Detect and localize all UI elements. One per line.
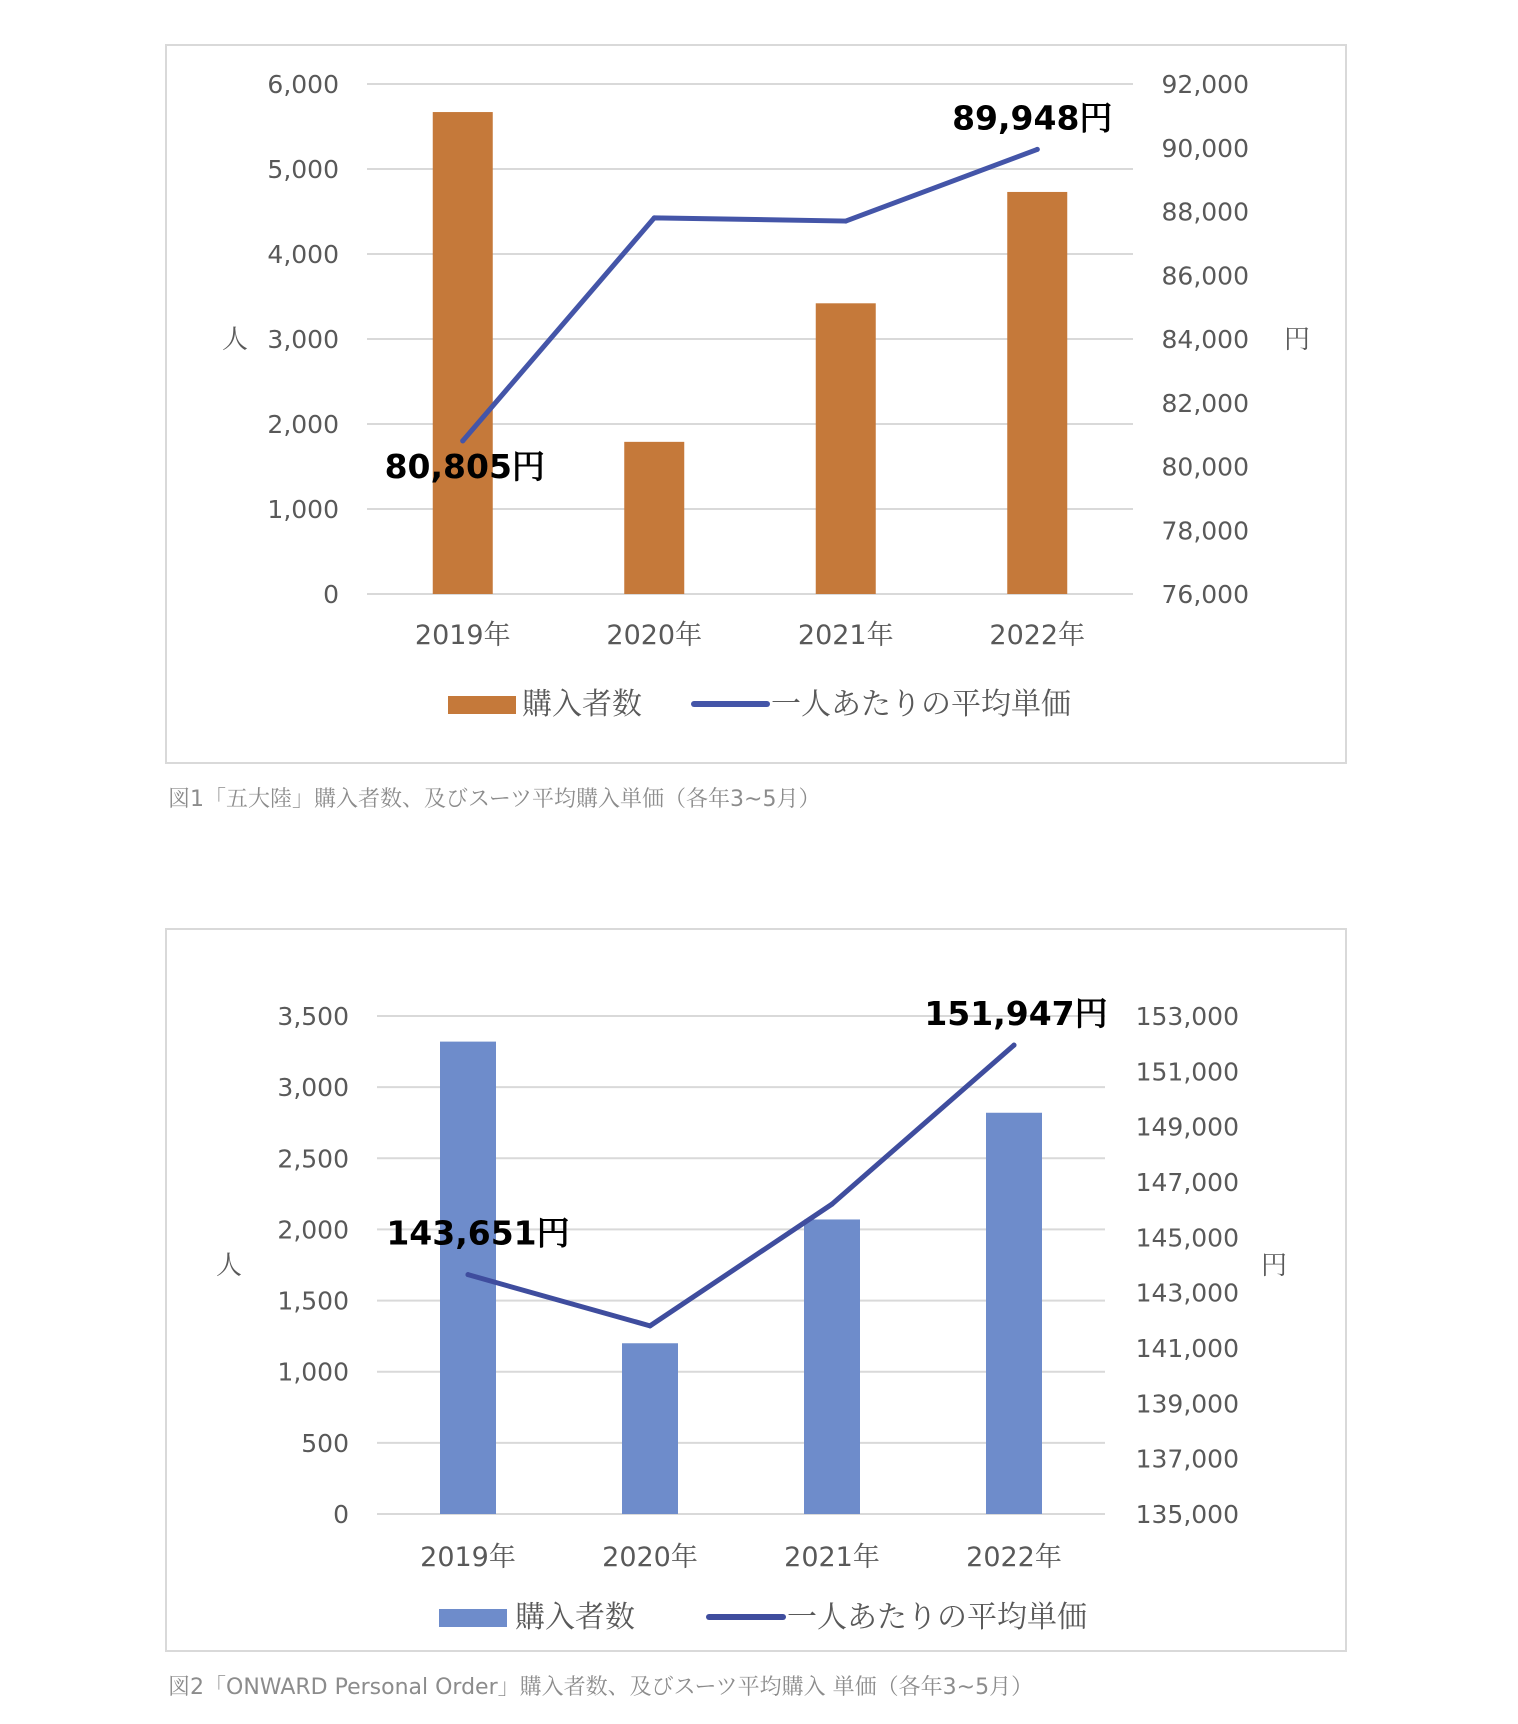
chart-2-bar [986,1113,1042,1514]
chart-2-legend-bar-label: 購入者数 [515,1600,635,1635]
chart-1-category-label: 2022年 [989,620,1086,651]
chart-1-left-axis-label: 人 [221,325,249,355]
chart-2-right-tick-label: 149,000 [1135,1112,1239,1142]
chart-2-line-point [648,1323,653,1328]
chart-2-right-tick-label: 147,000 [1135,1168,1239,1197]
chart-2-left-tick-label: 3,000 [277,1073,349,1103]
chart-1-left-tick-label: 4,000 [267,240,339,269]
chart-1-bar [816,303,876,594]
chart-2-left-tick-label: 500 [301,1428,349,1458]
chart-1-right-tick-label: 80,000 [1161,452,1249,482]
chart-2-category-label: 2022年 [966,1542,1062,1573]
chart-2-right-tick-label: 135,000 [1135,1500,1239,1529]
chart-1-bar [433,112,493,594]
chart-2-right-tick-label: 141,000 [1135,1334,1239,1363]
chart-1-bar [1007,192,1067,594]
chart-2-line-point [466,1272,471,1277]
chart-2-panel [165,928,1347,1652]
chart-1-left-tick-label: 0 [323,580,339,609]
chart-1-right-tick-label: 90,000 [1161,133,1249,163]
chart-2-left-tick-label: 3,500 [277,1002,349,1031]
chart-1-data-annotation: 80,805円 [384,446,545,486]
chart-1-left-tick-label: 6,000 [267,70,339,99]
chart-1-category-label: 2019年 [414,620,511,651]
chart-1-left-tick-label: 1,000 [267,495,339,524]
chart-1-panel [165,44,1347,764]
chart-2-svg [167,930,1349,1654]
chart-1-line-point [843,219,848,224]
chart-1-data-annotation: 89,948円 [952,98,1113,138]
chart-1-right-tick-label: 78,000 [1161,516,1249,546]
chart-2-left-tick-label: 2,000 [277,1215,349,1245]
chart-2-right-tick-label: 137,000 [1135,1444,1239,1474]
chart-1-right-tick-label: 86,000 [1161,261,1249,291]
chart-1-right-tick-label: 84,000 [1161,325,1249,354]
chart-2-line-point [1012,1043,1017,1048]
chart-2-right-axis-label: 円 [1260,1251,1288,1281]
chart-2-right-tick-label: 153,000 [1135,1002,1239,1031]
chart-2-right-tick-label: 151,000 [1135,1057,1239,1087]
chart-1-right-axis-label: 円 [1283,325,1311,355]
chart-1-svg [167,46,1349,766]
chart-1-caption: 図1「五大陸」購入者数、及びスーツ平均購入単価（各年3~5月） [168,787,821,812]
chart-1-category-label: 2020年 [606,620,703,651]
chart-1-legend-line-label: 一人あたりの平均単価 [771,687,1071,722]
chart-1-bar [624,442,684,594]
chart-2-line-point [830,1202,835,1207]
chart-1-right-tick-label: 88,000 [1161,197,1249,227]
chart-1-right-tick-label: 76,000 [1161,580,1249,609]
chart-2-left-tick-label: 1,000 [277,1357,349,1387]
chart-1-left-tick-label: 2,000 [267,410,339,439]
chart-2-right-tick-label: 143,000 [1135,1278,1239,1308]
chart-1-left-tick-label: 3,000 [267,325,339,354]
chart-2-bar [804,1219,860,1514]
chart-1-legend-bar-label: 購入者数 [522,687,642,722]
chart-1-category-label: 2021年 [797,620,894,651]
chart-2-left-tick-label: 0 [333,1500,349,1529]
chart-2-category-label: 2021年 [784,1542,880,1573]
chart-1-line-point [652,215,657,220]
chart-1-left-tick-label: 5,000 [267,155,339,184]
chart-2-left-tick-label: 1,500 [277,1286,349,1316]
chart-2-data-annotation: 143,651円 [386,1213,570,1253]
chart-2-category-label: 2019年 [420,1542,516,1573]
chart-2-data-annotation: 151,947円 [924,994,1108,1034]
chart-2-right-tick-label: 145,000 [1135,1223,1239,1253]
chart-1-line-point [460,438,465,443]
chart-2-legend-line-label: 一人あたりの平均単価 [787,1600,1087,1635]
chart-1-right-tick-label: 92,000 [1161,70,1249,99]
chart-2-bar [622,1343,678,1514]
chart-2-left-axis-label: 人 [215,1251,243,1281]
chart-2-left-tick-label: 2,500 [277,1144,349,1174]
chart-2-category-label: 2020年 [602,1542,698,1573]
chart-2-caption: 図2「ONWARD Personal Order」購入者数、及びスーツ平均購入 単価（各年3~5月） [168,1675,1034,1700]
chart-1-line-point [1035,147,1040,152]
chart-1-right-tick-label: 82,000 [1161,388,1249,418]
chart-1-price-line [463,149,1038,440]
chart-1-legend-bar-swatch [448,696,516,714]
chart-2-right-tick-label: 139,000 [1135,1389,1239,1419]
chart-2-legend-bar-swatch [439,1609,507,1627]
